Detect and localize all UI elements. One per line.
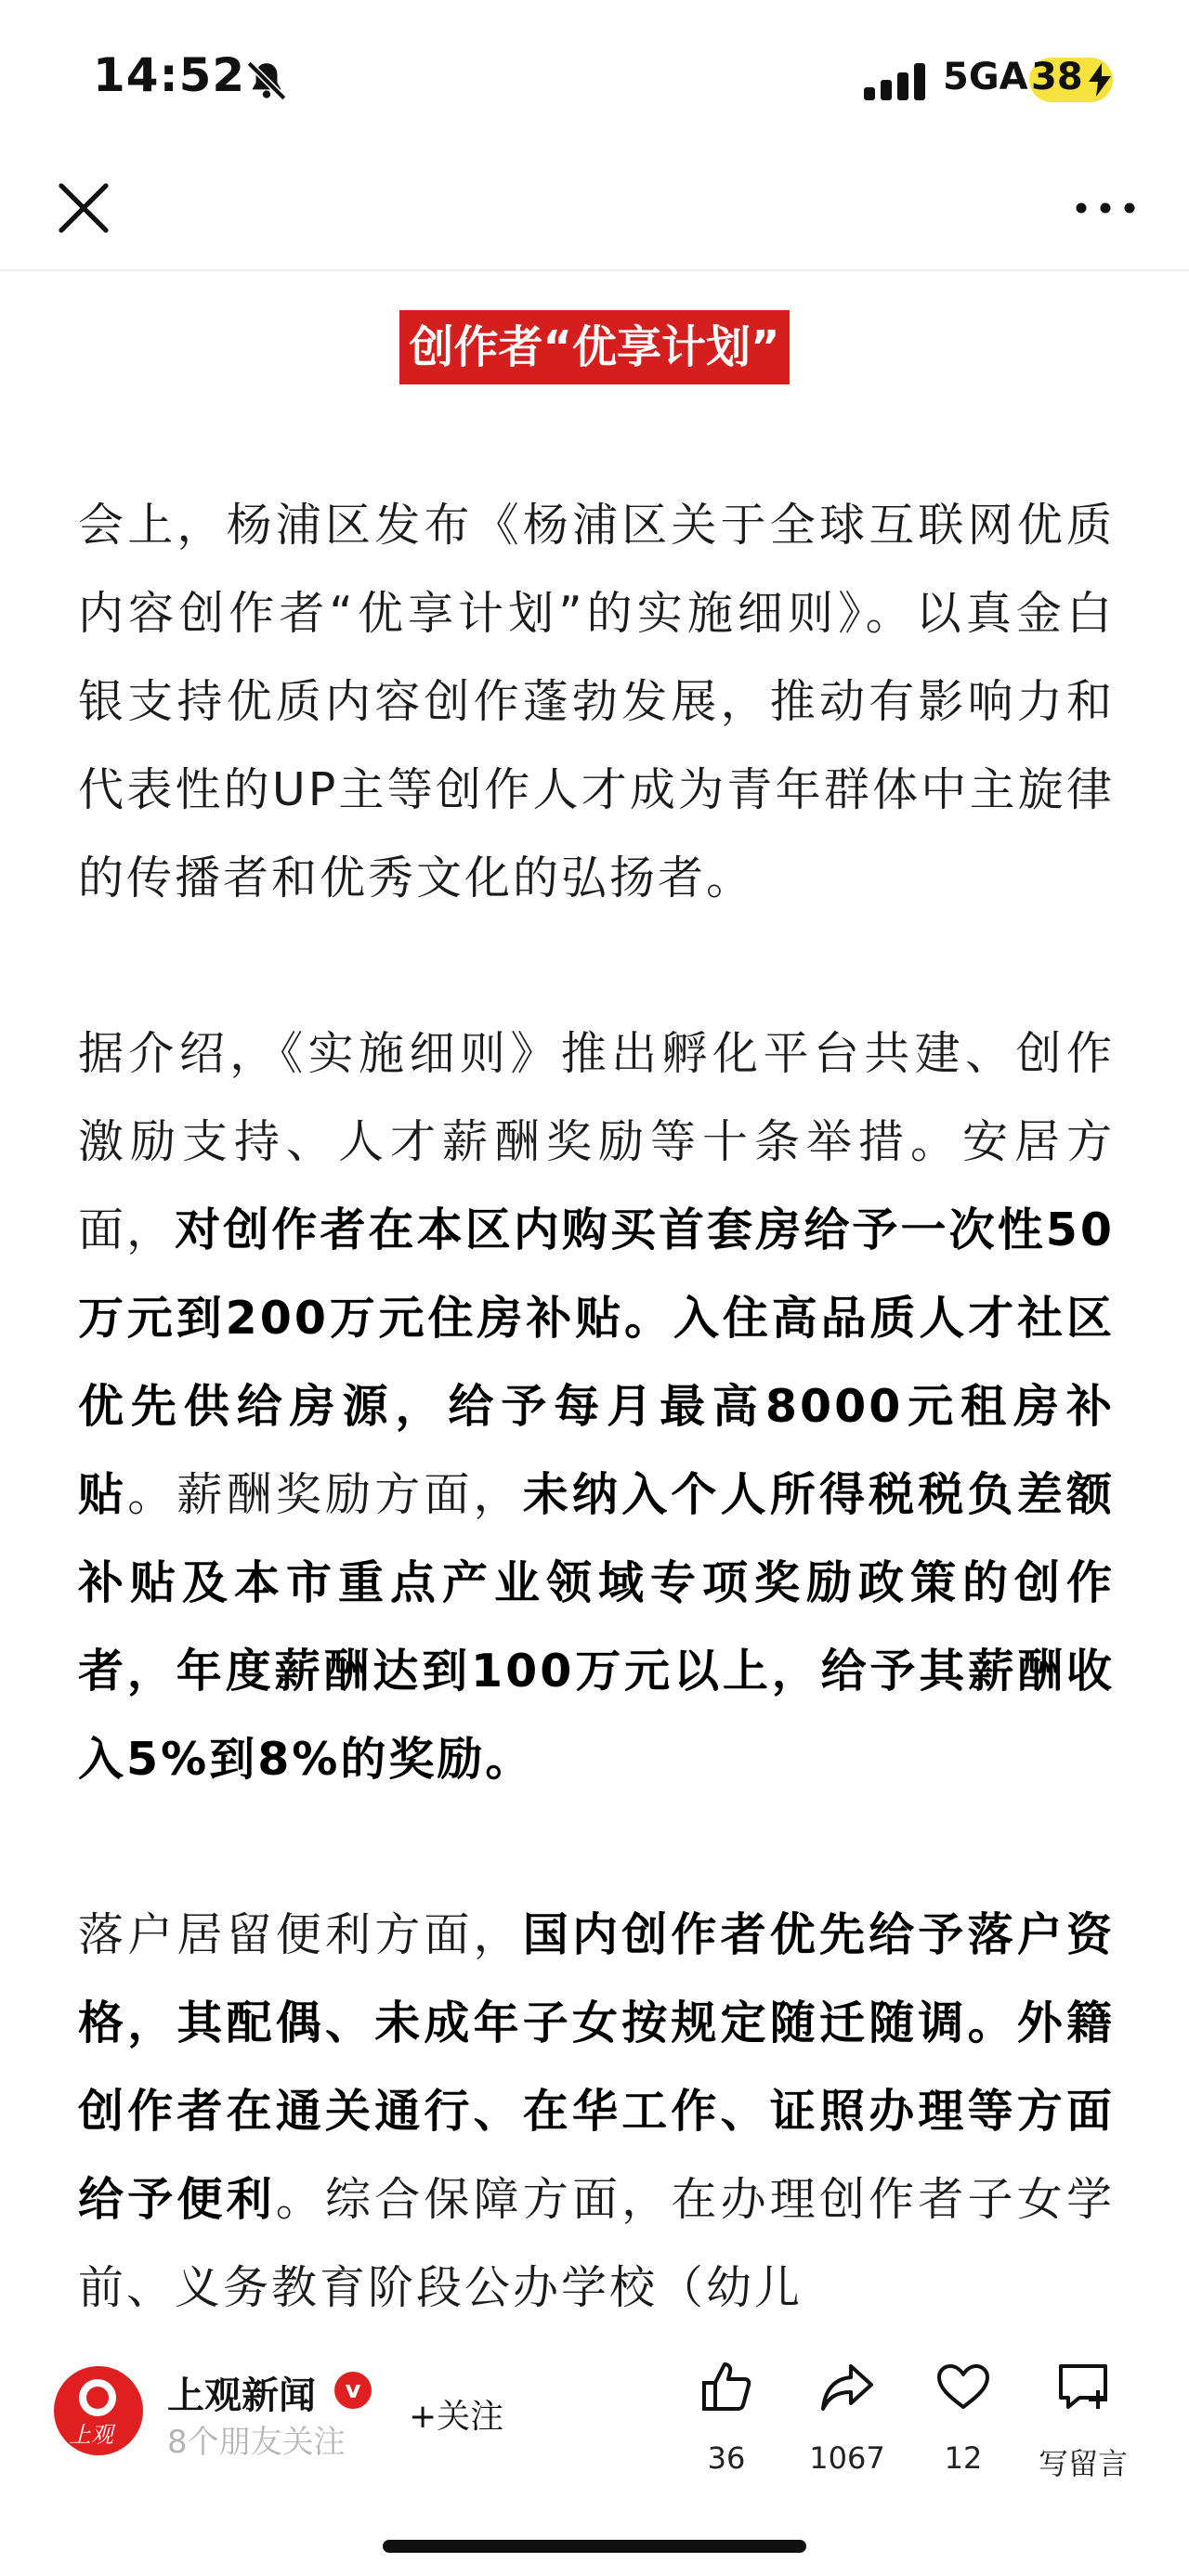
- close-icon[interactable]: [54, 178, 113, 238]
- paragraph-3-rest: 。综合保障方面，在办理创作者子女学前、义务教育阶段公办学校（幼儿: [78, 2173, 1115, 2314]
- paragraph-2-salary-intro: 。薪酬奖励方面，: [127, 1468, 523, 1521]
- paragraph-2: [78, 1009, 1115, 1803]
- author-name[interactable]: 上观新闻: [167, 2374, 316, 2417]
- favorite-count: 12: [944, 2440, 983, 2476]
- comment-label: 写留言: [1038, 2446, 1128, 2481]
- share-icon: [817, 2357, 877, 2416]
- more-icon[interactable]: [1073, 191, 1138, 225]
- paragraph-2-bold-housing: 对创作者在本区内购买首套房给予一次性50万元到200万元住房补贴。入住高品质人才社区优先供给房源，给予每月最高8000元租房补贴: [78, 1203, 1115, 1521]
- comment-icon: [1053, 2357, 1113, 2416]
- status-time: 14:52: [93, 48, 246, 102]
- article-body: [78, 481, 1115, 2419]
- home-indicator[interactable]: [383, 2540, 806, 2553]
- paragraph-2-intro: 据介绍，《实施细则》推出孵化平台共建、创作激励支持、人才薪酬奖励等十条举措。安居方面，: [78, 1027, 1115, 1256]
- thumbs-up-icon: [697, 2357, 756, 2416]
- paragraph-3: [78, 1891, 1115, 2332]
- comment-button[interactable]: [1027, 2357, 1139, 2483]
- avatar-logo-ring: [79, 2379, 116, 2416]
- heart-icon: [934, 2357, 993, 2416]
- author-followers: 8个朋友关注: [167, 2424, 346, 2461]
- battery-level: 38: [1031, 56, 1083, 98]
- paragraph-1-text: 会上，杨浦区发布《杨浦区关于全球互联网优质内容创作者“优享计划”的实施细则》。以真金白银支持优质内容创作蓬勃发展，推动有影响力和代表性的UP主等创作人才成为青年群体中主旋律的传播者和优秀文化的弘扬者。: [78, 499, 1115, 904]
- avatar-logo-text: 上观: [69, 2422, 113, 2448]
- paragraph-2-bold-salary: 未纳入个人所得税税负差额补贴及本市重点产业领域专项奖励政策的创作者，年度薪酬达到100万元以上，给予其薪酬收入5%到8%的奖励。: [78, 1468, 1115, 1786]
- like-count: 36: [707, 2440, 746, 2476]
- network-type: 5GA: [943, 56, 1028, 98]
- nav-divider: [0, 269, 1189, 271]
- share-button[interactable]: [791, 2357, 903, 2476]
- verified-icon: v: [334, 2372, 372, 2409]
- signal-icon: [864, 63, 931, 100]
- section-heading-wrap: [0, 310, 1189, 384]
- paragraph-1: [78, 481, 1115, 922]
- bolt-icon: [1087, 63, 1113, 97]
- favorite-button[interactable]: [908, 2357, 1019, 2476]
- like-button[interactable]: [671, 2357, 782, 2476]
- paragraph-3-bold-residency: 国内创作者优先给予落户资格，其配偶、未成年子女按规定随迁随调。外籍创作者在通关通行、在华工作、证照办理等方面给予便利: [78, 1908, 1115, 2226]
- paragraph-3-intro: 落户居留便利方面，: [78, 1908, 523, 1961]
- share-count: 1067: [809, 2440, 885, 2476]
- section-heading: 创作者“优享计划”: [399, 310, 789, 384]
- status-bar: [0, 0, 1189, 158]
- bell-slash-icon: [243, 58, 290, 104]
- follow-button[interactable]: +关注: [409, 2398, 504, 2436]
